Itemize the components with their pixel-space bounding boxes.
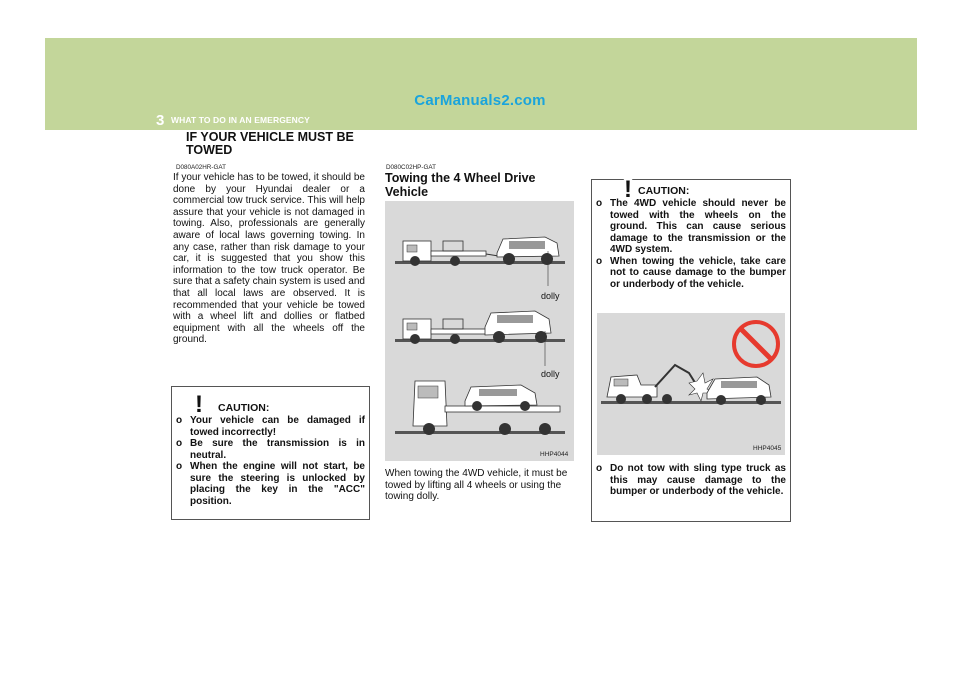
- caution-item: o When towing the vehicle, take care not to cause damage to the bumper or underbody of the vehicle.: [596, 255, 786, 290]
- caution-item: o Your vehicle can be damaged if towed incorrectly!: [176, 415, 365, 438]
- flatbed-truck: [395, 381, 565, 435]
- tow-truck-dolly-1: [395, 237, 565, 286]
- caution-label: CAUTION:: [638, 185, 690, 197]
- subsection-title: Towing the 4 Wheel Drive Vehicle: [385, 171, 536, 199]
- section-code: D080C02HP-GAT: [386, 164, 436, 171]
- 4wd-towing-paragraph: When towing the 4WD vehicle, it must be towed by lifting all 4 wheels or using the towing dolly.: [385, 468, 568, 503]
- svg-text:!: !: [624, 176, 632, 200]
- tow-truck-dolly-2: [395, 311, 565, 366]
- caution-item: o Do not tow with sling type truck as this may cause damage to the bumper or underbody of the vehicle.: [596, 463, 786, 497]
- caution-list: [596, 198, 786, 290]
- tow-trucks-illustration: [385, 201, 574, 461]
- chapter-title: WHAT TO DO IN AN EMERGENCY: [171, 115, 310, 125]
- caution-item: o The 4WD vehicle should never be towed with the wheels on the ground. This can cause serious damage to the transmission or the 4WD system.: [596, 198, 786, 255]
- dolly-label: dolly: [541, 369, 560, 379]
- caution-list: [596, 463, 786, 498]
- section-title: [186, 131, 361, 157]
- section-title-line1: IF YOUR VEHICLE MUST BE: [186, 130, 354, 144]
- caution-item: o When the engine will not start, be sure the steering is unlocked by placing the key in the "ACC" position.: [176, 461, 365, 507]
- caution-item: o Be sure the transmission is in neutral.: [176, 438, 365, 461]
- warning-triangle-icon: [179, 389, 219, 415]
- caution-box: [171, 386, 370, 520]
- section-title-line2: TOWED: [186, 143, 233, 157]
- towing-illustration: [385, 201, 574, 461]
- no-entry-icon: [731, 319, 781, 369]
- section-code: D080A02HR-GAT: [176, 164, 226, 171]
- figure-code: HHP4044: [540, 451, 569, 458]
- svg-text:!: !: [195, 391, 203, 415]
- page-number: 14: [152, 138, 164, 149]
- caution-label: CAUTION:: [218, 402, 270, 414]
- sling-tow-illustration: [597, 313, 785, 455]
- chapter-number: 3: [156, 112, 165, 129]
- dolly-label: dolly: [541, 291, 560, 301]
- figure-code: HHP4045: [753, 445, 782, 452]
- caution-list: [176, 415, 365, 507]
- towing-paragraph: If your vehicle has to be towed, it should be done by your Hyundai dealer or a commercial tow truck service. This will help assure that your vehicle is not damaged in towing. Also, professionals are generally aware of local laws governing towing. In any case, rather than risk damage to your car, it is suggested that you show this information to the tow truck operator. Be sure that a safety chain system is used and that all local laws are observed. It is recommended that your vehicle be towed with a wheel lift and dollies or flatbed equipment with all the wheels off the ground.: [173, 172, 365, 346]
- watermark: CarManuals2.com: [414, 92, 546, 109]
